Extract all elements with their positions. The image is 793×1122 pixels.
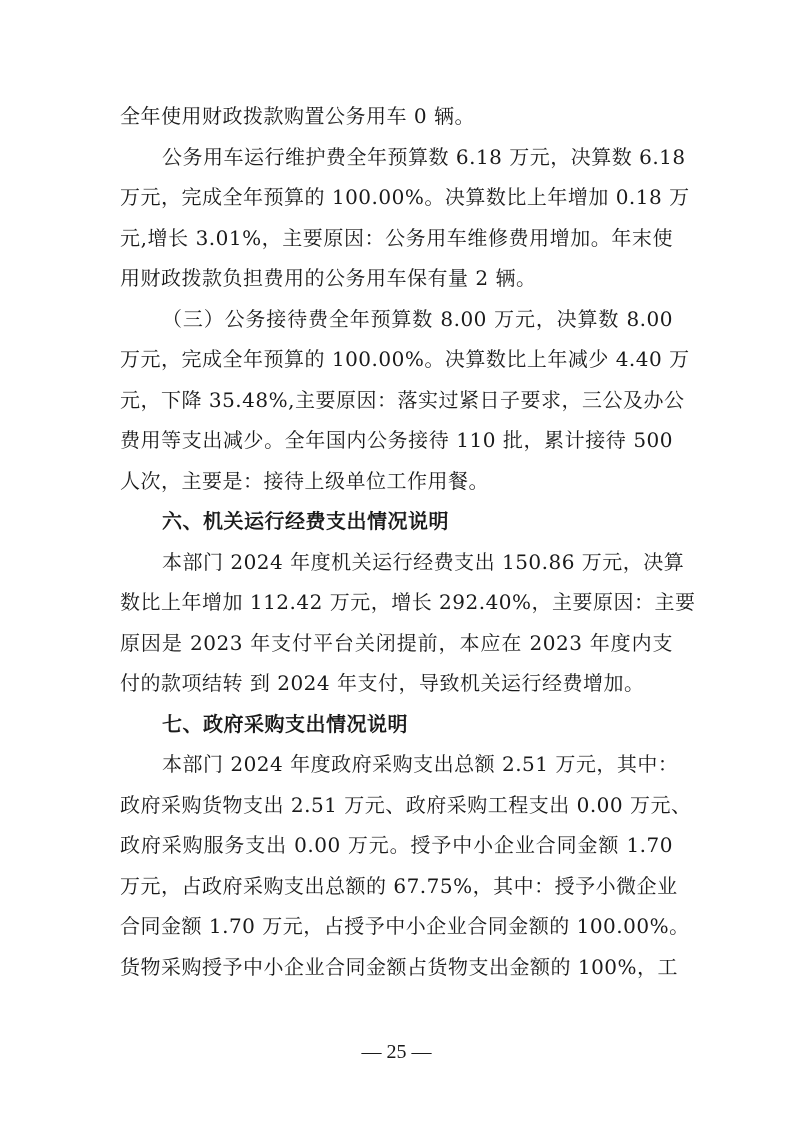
body-line: 政府采购货物支出 2.51 万元、政府采购工程支出 0.00 万元、 <box>120 792 692 817</box>
body-line: 元,增长 3.01%，主要原因：公务用车维修费用增加。年末使 <box>120 225 673 250</box>
body-line: 本部门 2024 年度机关运行经费支出 150.86 万元，决算 <box>162 549 685 574</box>
body-line: 万元，完成全年预算的 100.00%。决算数比上年减少 4.40 万 <box>120 347 690 371</box>
section-heading: 六、机关运行经费支出情况说明 <box>162 509 449 533</box>
body-line: 费用等支出减少。全年国内公务接待 110 批，累计接待 500 <box>120 428 673 452</box>
body-line: 货物采购授予中小企业合同金额占货物支出金额的 100%，工 <box>120 954 679 979</box>
body-line: 公务用车运行维护费全年预算数 6.18 万元，决算数 6.18 <box>162 144 686 169</box>
document-body <box>120 96 696 987</box>
body-line: 元，下降 35.48%,主要原因：落实过紧日子要求，三公及办公 <box>120 387 685 412</box>
page-number: — 25 — <box>361 1041 432 1063</box>
body-line: 用财政拨款负担费用的公务用车保有量 2 辆。 <box>120 266 537 290</box>
body-line: 原因是 2023 年支付平台关闭提前，本应在 2023 年度内支 <box>120 630 673 655</box>
body-line: 政府采购服务支出 0.00 万元。授予中小企业合同金额 1.70 <box>120 833 673 857</box>
body-line: 万元，占政府采购支出总额的 67.75%，其中：授予小微企业 <box>120 873 678 898</box>
body-line: （三）公务接待费全年预算数 8.00 万元，决算数 8.00 <box>162 306 673 331</box>
section-heading: 七、政府采购支出情况说明 <box>162 711 408 736</box>
body-line: 全年使用财政拨款购置公务用车 0 辆。 <box>120 104 475 128</box>
body-line: 万元，完成全年预算的 100.00%。决算数比上年增加 0.18 万 <box>120 185 690 209</box>
body-line: 付的款项结转 到 2024 年支付，导致机关运行经费增加。 <box>120 671 645 695</box>
body-line: 本部门 2024 年度政府采购支出总额 2.51 万元，其中： <box>162 752 679 776</box>
body-line: 数比上年增加 112.42 万元，增长 292.40%，主要原因：主要 <box>120 590 696 614</box>
body-line: 人次，主要是：接待上级单位工作用餐。 <box>120 468 489 493</box>
body-line: 合同金额 1.70 万元，占授予中小企业合同金额的 100.00%。 <box>120 914 690 938</box>
